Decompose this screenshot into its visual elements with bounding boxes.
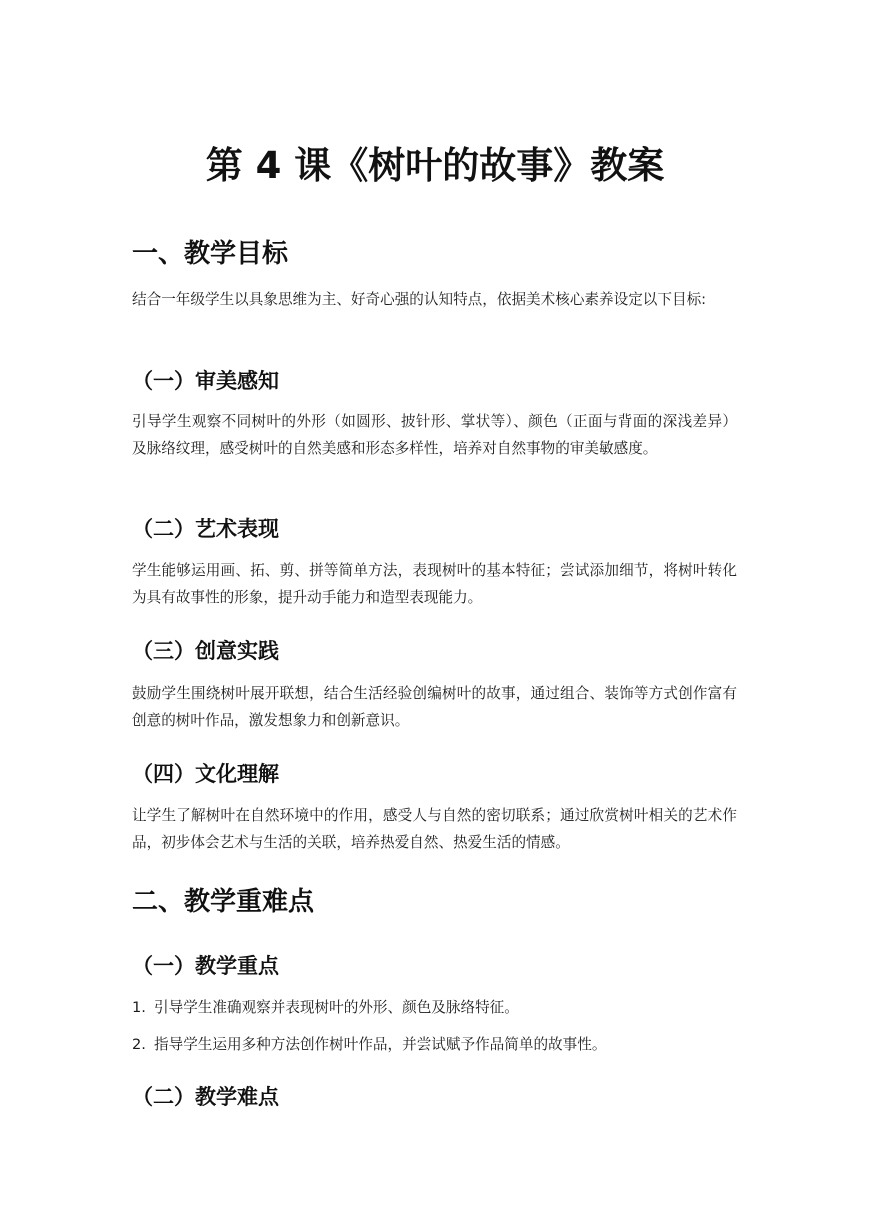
list-item: [132, 1031, 737, 1058]
subheading-teaching-difficulty: （二）教学难点: [132, 1085, 279, 1109]
list-text: 引导学生准确观察并表现树叶的外形、颜色及脉络特征。: [154, 999, 519, 1016]
list-item: [132, 994, 737, 1021]
subheading-artistic-expression: （二）艺术表现: [132, 517, 279, 541]
cultural-understanding-body: 让学生了解树叶在自然环境中的作用，感受人与自然的密切联系；通过欣赏树叶相关的艺术作品，初步体会艺术与生活的关联，培养热爱自然、热爱生活的情感。: [132, 807, 737, 851]
subheading-aesthetic-perception: （一）审美感知: [132, 369, 279, 393]
section-heading-key-points: 二、教学重难点: [132, 887, 315, 917]
subheading-teaching-focus: （一）教学重点: [132, 954, 279, 978]
aesthetic-perception-body: 引导学生观察不同树叶的外形（如圆形、披针形、掌状等）、颜色（正面与背面的深浅差异）及脉络纹理，感受树叶的自然美感和形态多样性，培养对自然事物的审美敏感度。: [132, 413, 737, 457]
list-text: 指导学生运用多种方法创作树叶作品，并尝试赋予作品简单的故事性。: [154, 1036, 607, 1053]
list-number: 1.: [132, 999, 146, 1016]
subheading-cultural-understanding: （四）文化理解: [132, 762, 279, 786]
objectives-intro: 结合一年级学生以具象思维为主、好奇心强的认知特点，依据美术核心素养设定以下目标:: [132, 291, 707, 308]
subheading-creative-practice: （三）创意实践: [132, 639, 279, 663]
document-title: 第 4 课《树叶的故事》教案: [205, 144, 665, 187]
artistic-expression-body: 学生能够运用画、拓、剪、拼等简单方法，表现树叶的基本特征；尝试添加细节，将树叶转化为具有故事性的形象，提升动手能力和造型表现能力。: [132, 562, 737, 606]
list-number: 2.: [132, 1036, 146, 1053]
section-heading-objectives: 一、教学目标: [132, 239, 289, 269]
creative-practice-body: 鼓励学生围绕树叶展开联想，结合生活经验创编树叶的故事，通过组合、装饰等方式创作富有创意的树叶作品，激发想象力和创新意识。: [132, 685, 737, 729]
